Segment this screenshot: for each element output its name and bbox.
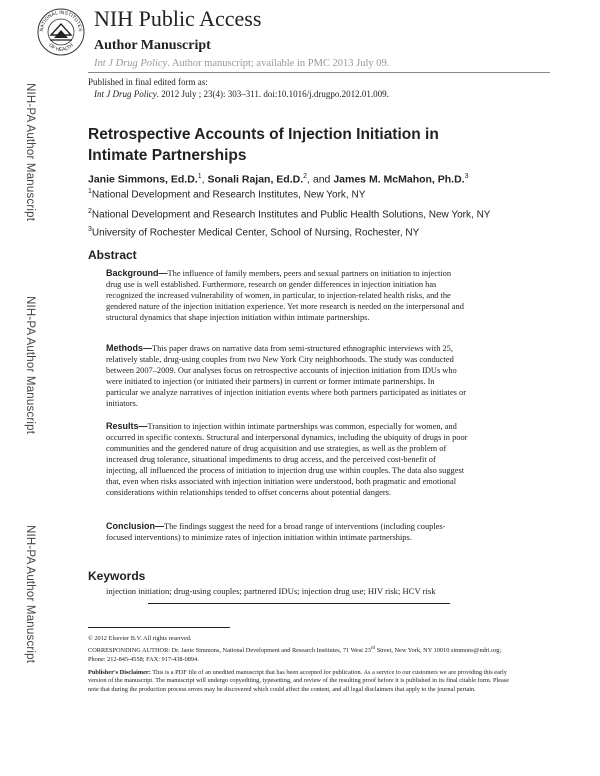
author-sep: ,	[201, 173, 208, 186]
keywords-heading: Keywords	[88, 569, 146, 583]
results-text: Transition to injection within intimate partnerships was common, especially for women, and occurred in specific contexts. Structural and interpersonal dynamics, including the ubiquity of drugs in poor communities and the gendered nature of drug acquisition and use strategies, as well as the problem of increased drug tolerance, situational impediments to drug access, and the perceived cost-benefit of injecting, all influenced the process of initiation to injection drug use within couples. The data also suggest that, even when risks associated with injection initiation were understood, both pragmatic and emotional considerations within relationships tended to offset concerns about potential dangers.	[106, 422, 468, 497]
publication-info	[88, 76, 389, 100]
affiliation-sup: 2	[88, 208, 92, 215]
svg-text:NATIONAL INSTITUTES	[39, 10, 83, 33]
header-journal-abbrev: Int J Drug Policy	[94, 58, 168, 69]
footnote-corresponding-author	[88, 645, 518, 664]
background-text: The influence of family members, peers and sexual partners on initiation to injection drug use is well established. Furthermore, research on gender differences in injection initiation has recognized the increased vulnerability of women, in particular, to injection-related health risks, and the gendered nature of the injection initiation experience. Yet more research is needed on the interpersonal and structural dynamics that shape injection initiation within intimate partnerships.	[106, 269, 464, 322]
affiliation-text: National Development and Research Institutes, New York, NY	[91, 189, 366, 201]
side-label-nihpa-1: NIH-PA Author Manuscript	[24, 83, 36, 222]
keywords-text: injection initiation; drug-using couples; partnered IDUs; injection drug use; HIV risk; HCV risk	[106, 586, 436, 596]
seal-ring-text-top: NATIONAL INSTITUTES	[38, 9, 84, 32]
author-sup: 2	[303, 173, 308, 180]
affiliation-sup: 3	[88, 226, 92, 233]
affiliation-sup: 1	[88, 188, 92, 195]
publication-journal: Int J Drug Policy	[94, 89, 157, 99]
header-availability: . Author manuscript; available in PMC 2013 July 09.	[167, 58, 390, 69]
author-list	[88, 173, 469, 186]
abstract-methods	[106, 343, 468, 409]
abstract-background	[106, 268, 468, 323]
author-name: James M. McMahon, Ph.D.	[333, 173, 465, 186]
methods-label: Methods—	[106, 343, 152, 353]
header-journal-line	[94, 58, 389, 69]
publication-citation-details: . 2012 July ; 23(4): 303–311. doi:10.1016/j.drugpo.2012.01.009.	[156, 89, 389, 99]
conclusion-text: The findings suggest the need for a broad range of interventions (including couples-focused interventions) to minimize rates of injection initiation within intimate partnerships.	[106, 522, 446, 542]
side-label-nihpa-2: NIH-PA Author Manuscript	[24, 296, 36, 435]
side-label-nihpa-3: NIH-PA Author Manuscript	[24, 525, 36, 664]
corresponding-pre: CORRESPONDING AUTHOR: Dr. Janie Simmons, National Development and Research Institutes, 71 West 23	[88, 647, 371, 655]
nih-seal-icon	[36, 5, 86, 59]
footnote-copyright: © 2012 Elsevier B.V. All rights reserved.	[88, 635, 192, 642]
results-label: Results—	[106, 421, 148, 431]
corresponding-sup: rd	[370, 646, 376, 651]
author-sup: 1	[197, 173, 202, 180]
article-title: Retrospective Accounts of Injection Initiation in Intimate Partnerships	[88, 126, 439, 164]
affiliation-3	[88, 226, 419, 238]
keywords-divider	[148, 603, 450, 604]
author-name: Janie Simmons, Ed.D.	[88, 173, 198, 186]
affiliation-1	[88, 188, 365, 200]
author-sup: 3	[464, 173, 469, 180]
header-subtitle: Author Manuscript	[94, 38, 211, 53]
affiliation-text: National Development and Research Institutes and Public Health Solutions, New York, NY	[91, 209, 491, 221]
seal-ring-text-bottom: OF HEALTH	[47, 42, 75, 54]
disclaimer-label: Publisher's Disclaimer:	[88, 669, 151, 676]
background-label: Background—	[106, 268, 168, 278]
header-divider	[88, 72, 550, 73]
disclaimer-text: This is a PDF file of an unedited manuscript that has been accepted for publication. As a service to our customers we are providing this early version of the manuscript. The manuscript will undergo copyediting, typesetting, and review of the resulting proof before it is published in its final citable form. Please note that during the production process errors may be discovered which could affect the content, and all legal disclaimers that apply to the journal pertain.	[88, 669, 510, 693]
publication-citation	[88, 88, 389, 100]
methods-text: This paper draws on narrative data from semi-structured ethnographic interviews with 25, relatively stable, drug-using couples from two New York City neighborhoods. The study was conducted between 2007–2009. Our analyses focus on retrospective accounts of injection initiation from IDUs who were initiated to injection (or initiated their partners) in current or former intimate partnerships. In particular we analyze narratives of injection initiation events where both partners participated as initiates or initiators.	[106, 344, 466, 408]
header-title: NIH Public Access	[94, 6, 262, 31]
corresponding-post: Street, New York, NY 10010 simmons@ndri.org; Phone: 212-845-4558; FAX: 917-438-0894.	[88, 647, 502, 663]
footnote-divider	[88, 627, 230, 628]
publication-intro: Published in final edited form as:	[88, 77, 208, 87]
footnote-publisher-disclaimer	[88, 669, 518, 694]
author-name: Sonali Rajan, Ed.D.	[207, 173, 304, 186]
abstract-conclusion	[106, 521, 468, 543]
author-sep: , and	[307, 173, 334, 186]
affiliation-2	[88, 208, 490, 220]
svg-text:OF HEALTH	[47, 42, 75, 53]
affiliation-text: University of Rochester Medical Center, School of Nursing, Rochester, NY	[91, 227, 420, 239]
conclusion-label: Conclusion—	[106, 521, 164, 531]
abstract-heading: Abstract	[88, 248, 137, 262]
abstract-results	[106, 421, 468, 498]
